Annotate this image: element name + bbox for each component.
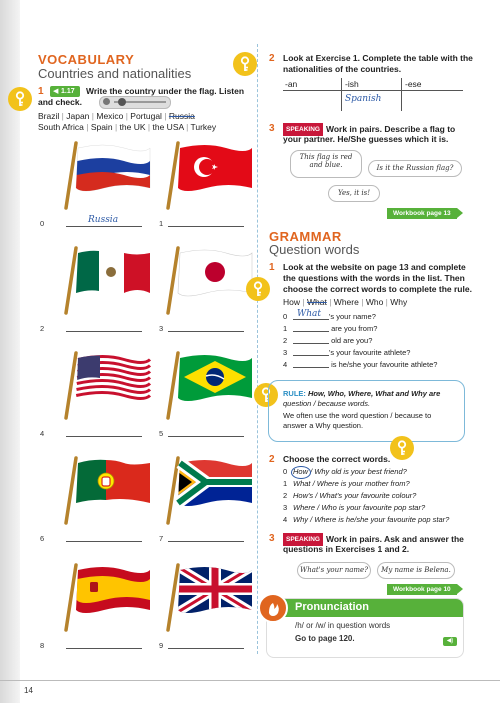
answer-line-6[interactable] <box>66 541 142 542</box>
answer-circle <box>291 466 311 479</box>
audio-track-badge[interactable] <box>50 86 80 97</box>
answer-line-1[interactable] <box>168 226 244 227</box>
footer-rule <box>0 680 500 681</box>
exercise-3-instruction-line1: SPEAKING Work in pairs. Describe a flag to <box>283 123 455 136</box>
grammar-ex1-item: 0 What 's your name? <box>283 309 376 321</box>
rule-box <box>268 380 465 442</box>
flag-number: 1 <box>159 219 164 228</box>
grammar-answer-0: What <box>297 309 322 319</box>
flag-mexico <box>64 245 154 315</box>
grammar-ex3-number: 3 <box>269 533 275 544</box>
workbook-link-13[interactable]: Workbook page 13 <box>387 208 457 219</box>
grammar-ex1-line3: choose the correct words to complete the rule. <box>283 284 472 294</box>
flag-brazil <box>166 350 256 420</box>
pronunciation-line1: /h/ or /w/ in question words <box>295 621 391 630</box>
rule-line-1: How, Who, Where, What and Why are <box>308 389 441 398</box>
vocabulary-title: VOCABULARY <box>38 52 135 67</box>
pronunciation-line2: Go to page 120. <box>295 634 355 643</box>
audio-player[interactable] <box>99 96 171 109</box>
flag-number: 0 <box>40 219 45 228</box>
key-icon <box>390 436 414 460</box>
grammar-ex2-item: 4 Why / Where is he/she your favourite pop star? <box>283 515 450 524</box>
country-word-list-line1: Brazil | Japan | Mexico | Portugal | Russia <box>38 111 195 121</box>
answer-line-3[interactable] <box>168 331 244 332</box>
grammar-ex3-line2: questions in Exercises 1 and 2. <box>283 544 410 554</box>
flag-japan <box>166 245 256 315</box>
question-word-list: How | What | Where | Who | Why <box>283 297 408 307</box>
grammar-ex1-items <box>283 311 437 371</box>
grammar-title: GRAMMAR <box>269 229 342 244</box>
speaking-badge: SPEAKING <box>283 533 323 546</box>
flag-spain <box>64 562 154 632</box>
flag-turkey <box>166 140 256 210</box>
audio-progress-thumb[interactable] <box>118 98 126 106</box>
audio-track-number: 1.17 <box>61 87 75 95</box>
grammar-ex2-item: 2 How's / What's your favourite colour? <box>283 491 417 500</box>
grammar-ex2-item: 1 What / Where is your mother from? <box>283 479 410 488</box>
word-usa: the USA <box>152 122 184 132</box>
flag-number: 6 <box>40 534 45 543</box>
flag-russia <box>64 140 154 210</box>
key-icon <box>246 277 270 301</box>
speech-bubble-1: This flag is red and blue. <box>290 150 362 178</box>
exercise-2-instruction-line2: nationalities of the countries. <box>283 64 402 74</box>
exercise-1-number: 1 <box>38 86 44 97</box>
column-header-an: -an <box>285 79 298 89</box>
grammar-ex1-line1: Look at the website on page 13 and complete <box>283 262 466 272</box>
flag-usa <box>64 350 154 420</box>
word-mexico: Mexico <box>96 111 124 121</box>
answer-line-4[interactable] <box>66 436 142 437</box>
speaker-icon[interactable]: ◀) <box>443 637 457 646</box>
answer-line-5[interactable] <box>168 436 244 437</box>
speaker-icon: ◀ <box>53 88 59 95</box>
grammar-ex1-item: 1 are you from? <box>283 324 378 333</box>
grammar-ex3-line1: SPEAKING Work in pairs. Ask and answer the <box>283 533 464 546</box>
answer-0-handwritten: Russia <box>88 215 119 225</box>
flag-uk <box>166 562 256 632</box>
answer-line-0[interactable] <box>66 226 142 227</box>
pause-icon[interactable] <box>103 98 110 105</box>
word-spain: Spain <box>90 122 113 132</box>
flag-south-africa <box>166 455 256 525</box>
grammar-ex2-item: 3 Where / Who is your favourite pop star? <box>283 503 426 512</box>
speech-bubble-question: What's your name? <box>297 562 371 579</box>
rule-line-2: question / because words. <box>283 399 371 408</box>
flag-number: 3 <box>159 324 164 333</box>
grammar-ex2-items <box>283 466 449 526</box>
pronunciation-title: Pronunciation <box>295 601 369 613</box>
grammar-subtitle: Question words <box>269 242 360 257</box>
grammar-ex1-item: 4 is he/she your favourite athlete? <box>283 360 438 369</box>
exercise-1-instruction-line1: Write the country under the flag. Listen <box>86 86 245 96</box>
grammar-ex1-item: 3 's your favourite athlete? <box>283 348 411 357</box>
country-word-list-line2: South Africa | Spain | the UK | the USA | Turkey <box>38 122 217 132</box>
word-japan: Japan <box>66 111 90 121</box>
speech-bubble-3: Yes, it is! <box>328 185 380 202</box>
nationalities-table <box>283 78 463 111</box>
grammar-ex2-title: Choose the correct words. <box>283 454 391 464</box>
flag-number: 8 <box>40 641 45 650</box>
rule-line-4: answer a Why question. <box>283 421 364 430</box>
grammar-ex1-line2: the questions with the words in the list. Then <box>283 273 465 283</box>
flag-portugal <box>64 455 154 525</box>
word-uk: the UK <box>119 122 146 132</box>
speech-bubble-answer: My name is Belena. <box>377 562 455 579</box>
exercise-3-instruction-line2: your partner. He/She guesses which it is. <box>283 134 449 144</box>
flag-number: 7 <box>159 534 164 543</box>
answer-line-9[interactable] <box>168 648 244 649</box>
rule-label: RULE: <box>283 389 306 398</box>
grammar-ex2-number: 2 <box>269 454 275 465</box>
exercise-1-instruction-line2: and check. <box>38 97 82 107</box>
exercise-2-instruction-line1: Look at Exercise 1. Complete the table with the <box>283 53 473 63</box>
word-portugal: Portugal <box>130 111 162 121</box>
answer-line-2[interactable] <box>66 331 142 332</box>
grammar-ex1-number: 1 <box>269 262 275 273</box>
key-icon <box>8 87 32 111</box>
word-turkey: Turkey <box>190 122 217 132</box>
rule-line-3: We often use the word question / because to <box>283 411 432 420</box>
column-header-ish: -ish <box>345 79 359 89</box>
speech-bubble-2: Is it the Russian flag? <box>368 160 462 177</box>
vocabulary-subtitle: Countries and nationalities <box>38 66 192 81</box>
key-icon <box>233 52 257 76</box>
word-russia-crossed: Russia <box>168 111 195 121</box>
flag-number: 9 <box>159 641 164 650</box>
exercise-2-number: 2 <box>269 53 275 64</box>
speaking-badge: SPEAKING <box>283 123 323 136</box>
exercise-3-number: 3 <box>269 123 275 134</box>
answer-line-8[interactable] <box>66 648 142 649</box>
pronunciation-icon <box>258 593 288 623</box>
grammar-ex2-item: 0 How / Why old is your best friend? <box>283 466 449 478</box>
flag-number: 4 <box>40 429 45 438</box>
flag-number: 2 <box>40 324 45 333</box>
grammar-ex1-item: 2 old are you? <box>283 336 373 345</box>
answer-line-7[interactable] <box>168 541 244 542</box>
pronunciation-box <box>266 598 464 658</box>
word-south-africa: South Africa <box>38 122 84 132</box>
page-number: 14 <box>24 686 33 695</box>
word-brazil: Brazil <box>38 111 60 121</box>
column-header-ese: -ese <box>405 79 422 89</box>
column-divider <box>257 44 258 654</box>
workbook-link-10[interactable]: Workbook page 10 <box>387 584 457 595</box>
table-example-answer: Spanish <box>345 94 382 104</box>
flag-number: 5 <box>159 429 164 438</box>
